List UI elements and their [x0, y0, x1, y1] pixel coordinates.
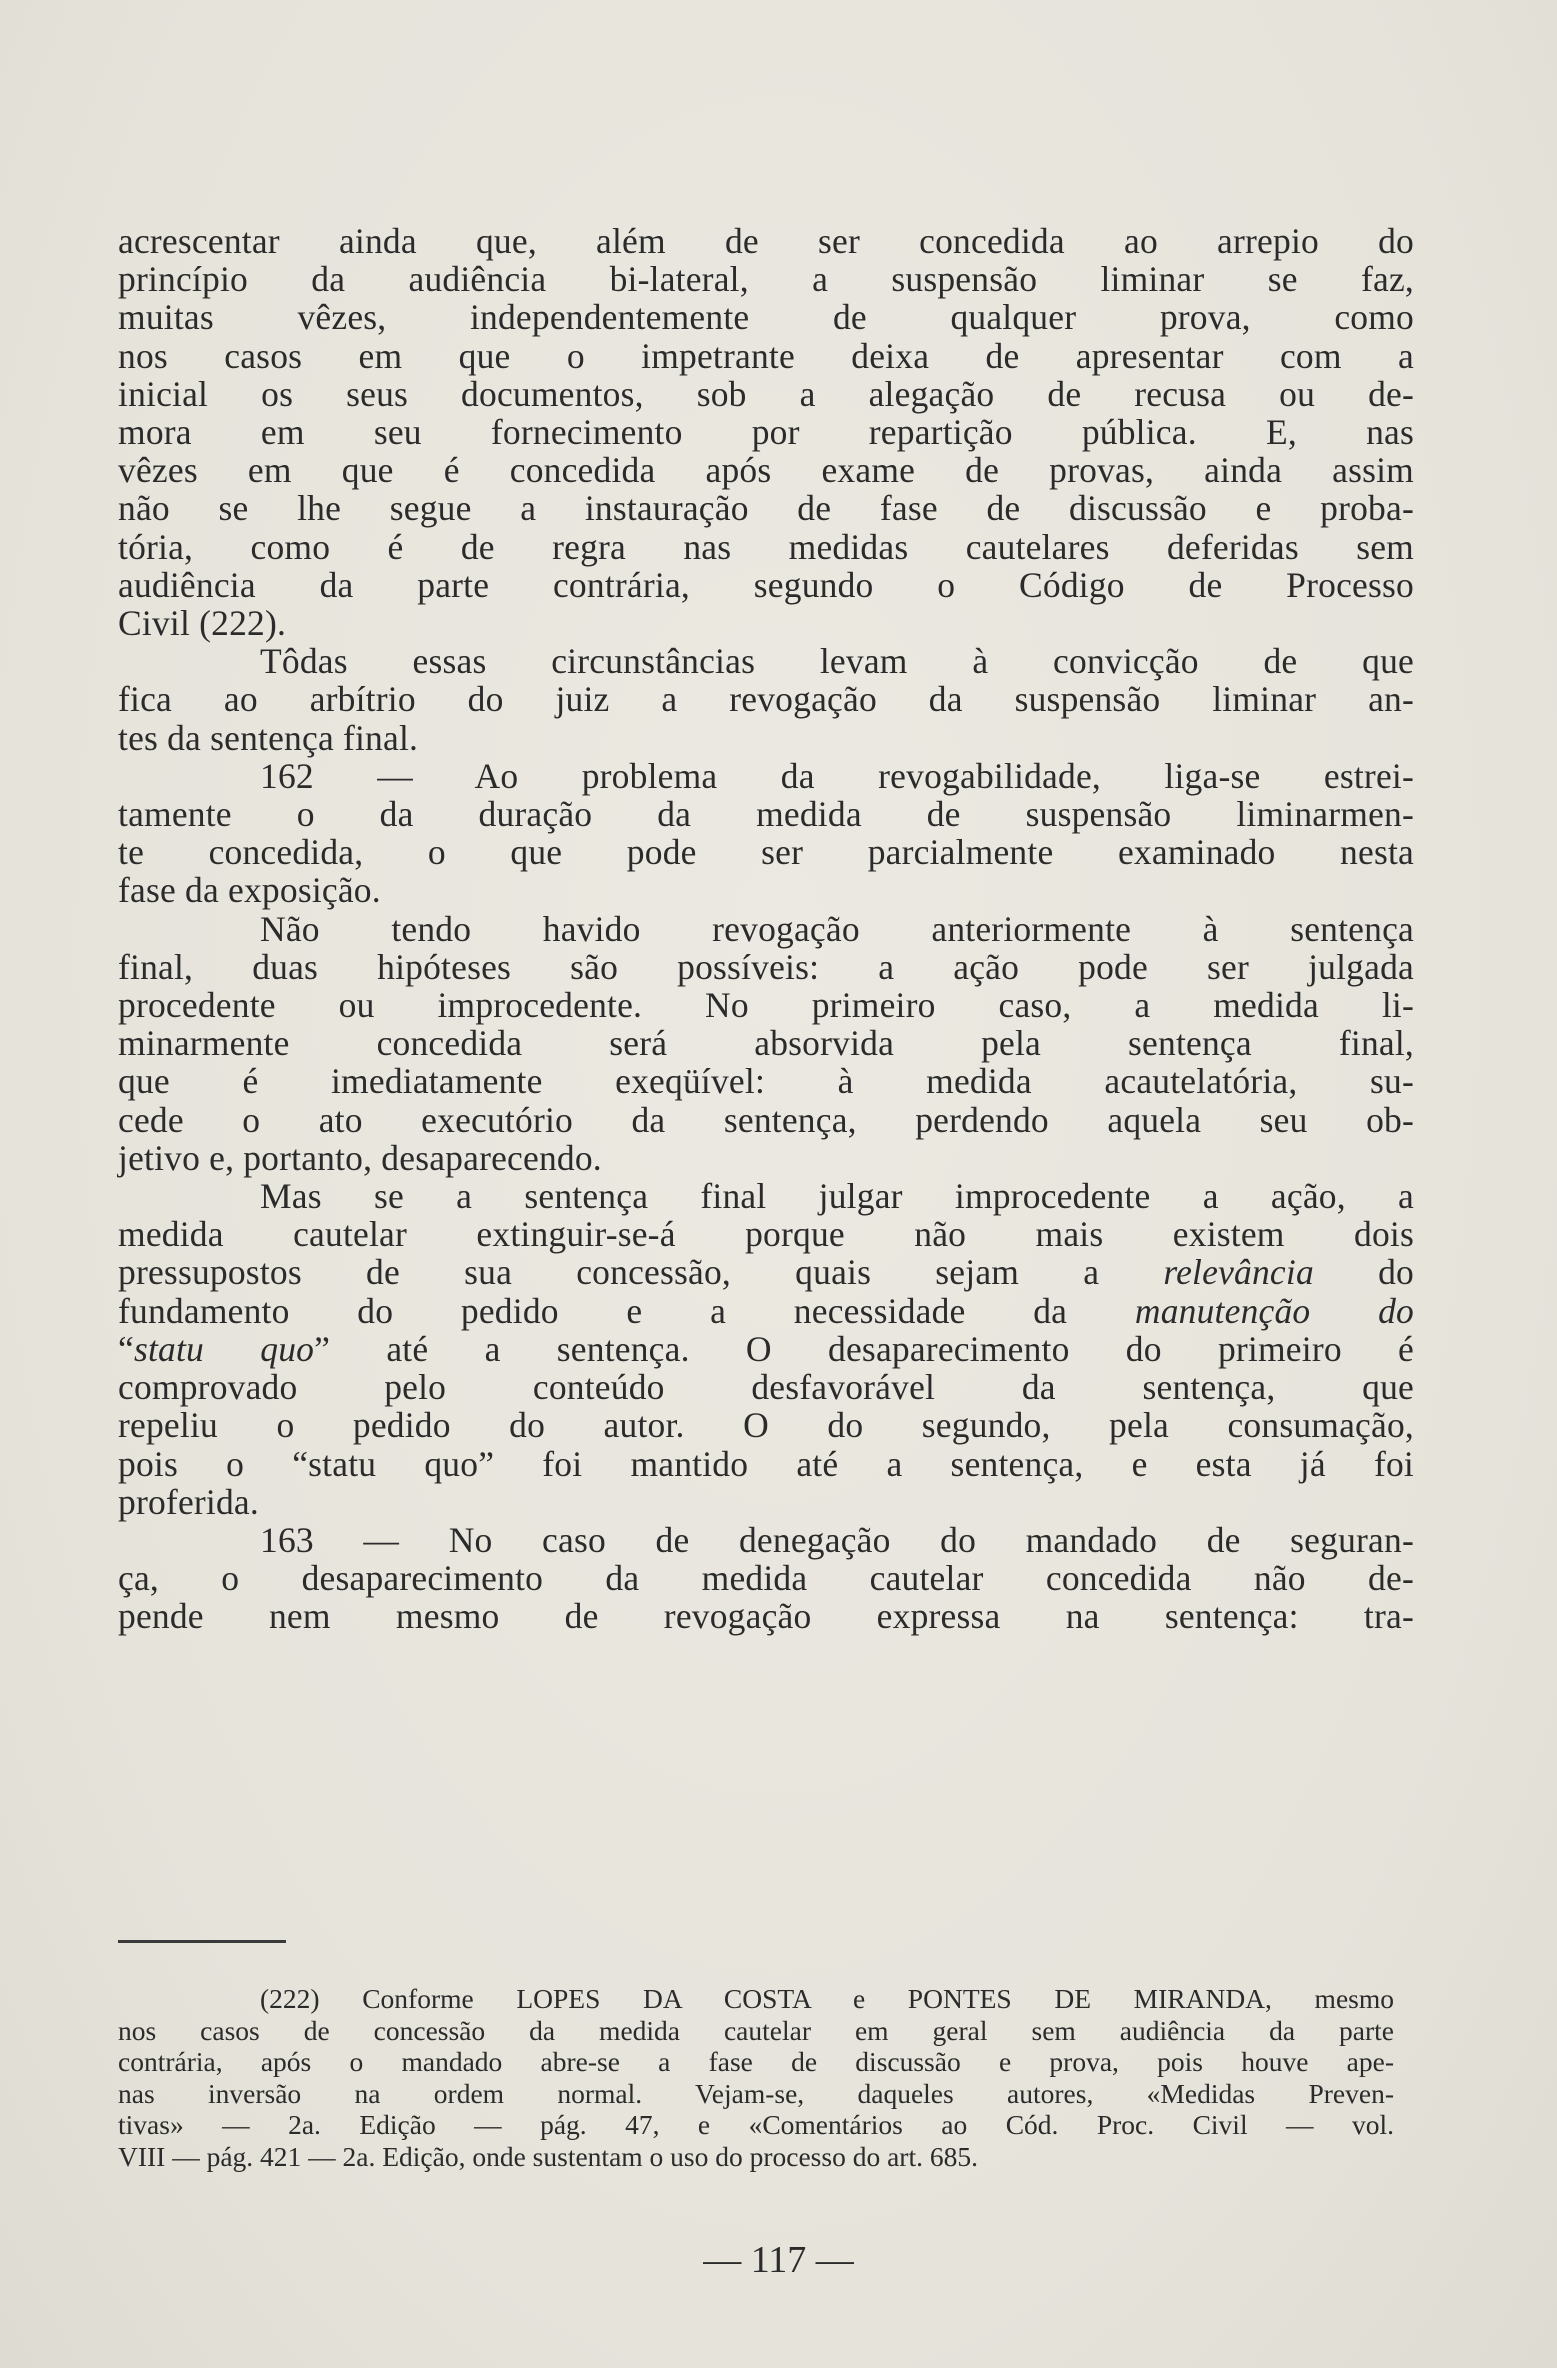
text-line: jetivo e, portanto, desaparecendo.	[118, 1137, 602, 1178]
text-line: inicial os seus documentos, sob a alegação de recusa ou de-	[118, 373, 1414, 414]
text-line: Tôdas essas circunstâncias levam à convicção de que	[260, 641, 1414, 682]
text-line: acrescentar ainda que, além de ser concedida ao arrepio do	[118, 221, 1414, 261]
text-segment: “	[118, 1328, 134, 1369]
text-line: princípio da audiência bi-lateral, a suspensão liminar se faz,	[118, 259, 1414, 300]
text-line	[118, 1253, 1414, 1291]
text-line: tamente o da duração da medida de suspensão liminarmen-	[118, 794, 1414, 835]
italic-term-manutencao: manutenção do	[1134, 1290, 1414, 1331]
italic-term-statu-quo: statu quo	[133, 1328, 315, 1369]
footnote-line: contrária, após o mandado abre-se a fase de discussão e prova, pois houve ape-	[118, 2046, 1394, 2077]
text-line: fase da exposição.	[118, 870, 381, 911]
italic-term-relevancia: relevância	[1163, 1252, 1314, 1293]
text-line: fica ao arbítrio do juiz a revogação da suspensão liminar an-	[118, 679, 1414, 720]
text-line: não se lhe segue a instauração de fase de discussão e proba-	[118, 488, 1414, 529]
footnote-line: nas inversão na ordem normal. Vejam-se, daqueles autores, «Medidas Preven-	[118, 2077, 1394, 2109]
text-line: tes da sentença final.	[118, 717, 419, 758]
text-line: proferida.	[118, 1481, 259, 1522]
page-number: — 117 —	[703, 2239, 854, 2281]
text-line: nos casos em que o impetrante deixa de apresentar com a	[118, 335, 1414, 376]
paragraph-5	[118, 1177, 1414, 1521]
text-line: Civil (222).	[118, 603, 287, 644]
footnote-line: (222) Conforme LOPES DA COSTA e PONTES DE MIRANDA, mesmo	[260, 1983, 1394, 2014]
text-line: cede o ato executório da sentença, perdendo aquela seu ob-	[118, 1099, 1414, 1140]
text-line: 162 — Ao problema da revogabilidade, liga-se estrei-	[260, 755, 1414, 796]
paragraph-2	[118, 642, 1414, 757]
footnote-222	[118, 1983, 1394, 2172]
text-segment: ” até a sentença. O desaparecimento do primeiro é	[314, 1328, 1415, 1369]
text-line: pende nem mesmo de revogação expressa na sentença: tra-	[118, 1596, 1414, 1637]
text-segment: pressupostos de sua concessão, quais sejam a	[118, 1252, 1164, 1293]
text-line: mora em seu fornecimento por repartição pública. E, nas	[118, 412, 1414, 453]
footnotes	[118, 1983, 1394, 2172]
paragraph-4	[118, 910, 1414, 1177]
text-line: pois o “statu quo” foi mantido até a sentença, e esta já foi	[118, 1443, 1414, 1484]
text-line: 163 — No caso de denegação do mandado de seguran-	[260, 1519, 1414, 1560]
text-line: comprovado pelo conteúdo desfavorável da sentença, que	[118, 1367, 1414, 1408]
text-line	[118, 1330, 1414, 1368]
text-line: te concedida, o que pode ser parcialmente examinado nesta	[118, 832, 1414, 873]
paragraph-section-162	[118, 757, 1414, 910]
footnote-line: tivas» — 2a. Edição — pág. 47, e «Comentários ao Cód. Proc. Civil — vol.	[118, 2109, 1394, 2140]
text-segment: do	[1313, 1252, 1414, 1293]
footnote-separator	[118, 1940, 286, 1943]
text-line: tória, como é de regra nas medidas cautelares deferidas sem	[118, 526, 1414, 567]
text-line: repeliu o pedido do autor. O do segundo, pela consumação,	[118, 1405, 1414, 1446]
text-line: que é imediatamente exeqüível: à medida acautelatória, su-	[118, 1061, 1414, 1102]
footnote-line: VIII — pág. 421 — 2a. Edição, onde sustentam o uso do processo do art. 685.	[118, 2140, 978, 2172]
text-line: ça, o desaparecimento da medida cautelar concedida não de-	[118, 1558, 1414, 1599]
body-text	[118, 222, 1414, 1636]
text-line: final, duas hipóteses são possíveis: a ação pode ser julgada	[118, 946, 1414, 987]
text-line: procedente ou improcedente. No primeiro caso, a medida li-	[118, 985, 1414, 1026]
text-line: vêzes em que é concedida após exame de provas, ainda assim	[118, 450, 1414, 491]
text-segment: fundamento do pedido e a necessidade da	[118, 1290, 1135, 1331]
text-line	[118, 1292, 1414, 1330]
paragraph-1	[118, 222, 1414, 642]
text-line: Não tendo havido revogação anteriormente à sentença	[260, 908, 1414, 949]
text-line: audiência da parte contrária, segundo o Código de Processo	[118, 564, 1414, 605]
footnote-line: nos casos de concessão da medida cautelar em geral sem audiência da parte	[118, 2014, 1394, 2046]
text-line: muitas vêzes, independentemente de qualquer prova, como	[118, 297, 1414, 338]
text-line: medida cautelar extinguir-se-á porque não mais existem dois	[118, 1214, 1414, 1255]
text-line: Mas se a sentença final julgar improcedente a ação, a	[260, 1176, 1414, 1217]
text-line: minarmente concedida será absorvida pela sentença final,	[118, 1023, 1414, 1064]
paragraph-section-163	[118, 1521, 1414, 1636]
